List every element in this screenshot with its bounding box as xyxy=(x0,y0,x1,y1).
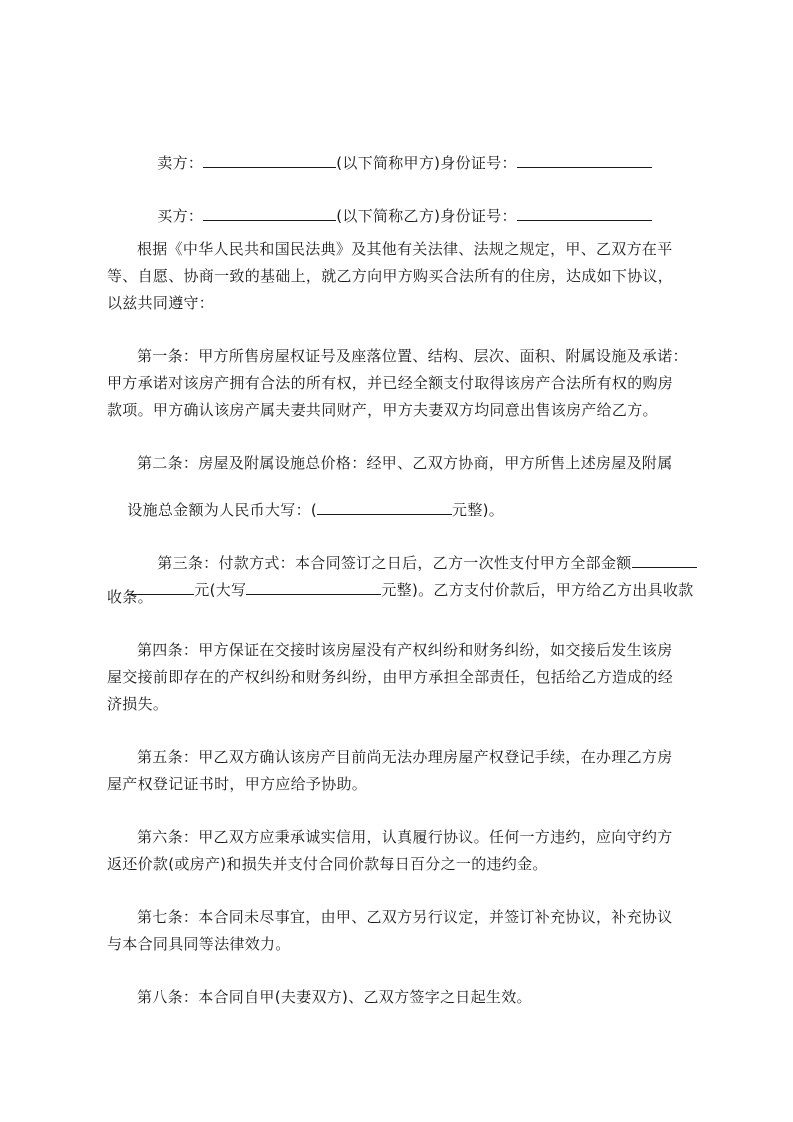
article-3-capital-prefix: 元(大写 xyxy=(194,581,247,599)
article-1-line-2: 甲方承诺对该房产拥有合法的所有权，并已经全额支付取得该房产合法所有权的购房 xyxy=(107,374,674,392)
preamble-line-1: 根据《中华人民共和国民法典》及其他有关法律、法规之规定，甲、乙双方在平 xyxy=(137,240,673,258)
article-5-line-2: 屋产权登记证书时，甲方应给予协助。 xyxy=(107,775,368,793)
article-2-amount-suffix: 元整)。 xyxy=(452,501,505,519)
article-1-line-1: 第一条：甲方所售房屋权证号及座落位置、结构、层次、面积、附属设施及承诺： xyxy=(137,347,688,365)
article-8-line-1: 第八条：本合同自甲(夫妻双方)、乙双方签字之日起生效。 xyxy=(137,988,532,1006)
article-1-line-3: 款项。甲方确认该房产属夫妻共同财产，甲方夫妻双方均同意出售该房产给乙方。 xyxy=(107,401,658,419)
article-3-capital-suffix: 元整)。乙方支付价款后，甲方给乙方出具收款 xyxy=(381,581,694,599)
article-4-line-1: 第四条：甲方保证在交接时该房屋没有产权纠纷和财务纠纷，如交接后发生该房 xyxy=(137,641,673,659)
buyer-name-blank[interactable] xyxy=(203,206,336,221)
buyer-label: 买方： xyxy=(157,207,204,225)
article-3-line-3: 收条。 xyxy=(107,588,153,606)
total-amount-blank[interactable] xyxy=(317,500,452,515)
buyer-alias-text: (以下简称乙方)身份证号： xyxy=(336,207,517,225)
article-2-line-1: 第二条：房屋及附属设施总价格：经甲、乙双方协商，甲方所售上述房屋及附属 xyxy=(137,454,673,472)
seller-label: 卖方： xyxy=(157,154,204,172)
article-5-line-1: 第五条：甲乙双方确认该房产目前尚无法办理房屋产权登记手续，在办理乙方房 xyxy=(137,748,673,766)
seller-line xyxy=(137,133,793,193)
buyer-id-blank[interactable] xyxy=(517,206,652,221)
preamble-line-3: 以兹共同遵守： xyxy=(107,294,215,312)
article-4-line-3: 济损失。 xyxy=(107,695,169,713)
article-6-line-2: 返还价款(或房产)和损失并支付合同价款每日百分之一的违约金。 xyxy=(107,855,548,873)
article-3-text: 第三条：付款方式：本合同签订之日后，乙方一次性支付甲方全部金额 xyxy=(157,554,632,572)
seller-id-blank[interactable] xyxy=(517,153,652,168)
buyer-line xyxy=(137,186,793,246)
article-6-line-1: 第六条：甲乙双方应秉承诚实信用，认真履行协议。任何一方违约，应向守约方 xyxy=(137,828,673,846)
article-7-line-1: 第七条：本合同未尽事宜，由甲、乙双方另行议定，并签订补充协议，补充协议 xyxy=(137,908,673,926)
preamble-line-2: 等、自愿、协商一致的基础上，就乙方向甲方购买合法所有的住房，达成如下协议， xyxy=(107,267,674,285)
article-2-line-2 xyxy=(107,480,793,540)
article-2-amount-prefix: 设施总金额为人民币大写：( xyxy=(127,501,318,519)
seller-alias-text: (以下简称甲方)身份证号： xyxy=(336,154,517,172)
seller-name-blank[interactable] xyxy=(203,153,336,168)
article-7-line-2: 与本合同具同等法律效力。 xyxy=(107,935,291,953)
article-4-line-2: 屋交接前即存在的产权纠纷和财务纠纷，由甲方承担全部责任，包括给乙方造成的经 xyxy=(107,668,674,686)
